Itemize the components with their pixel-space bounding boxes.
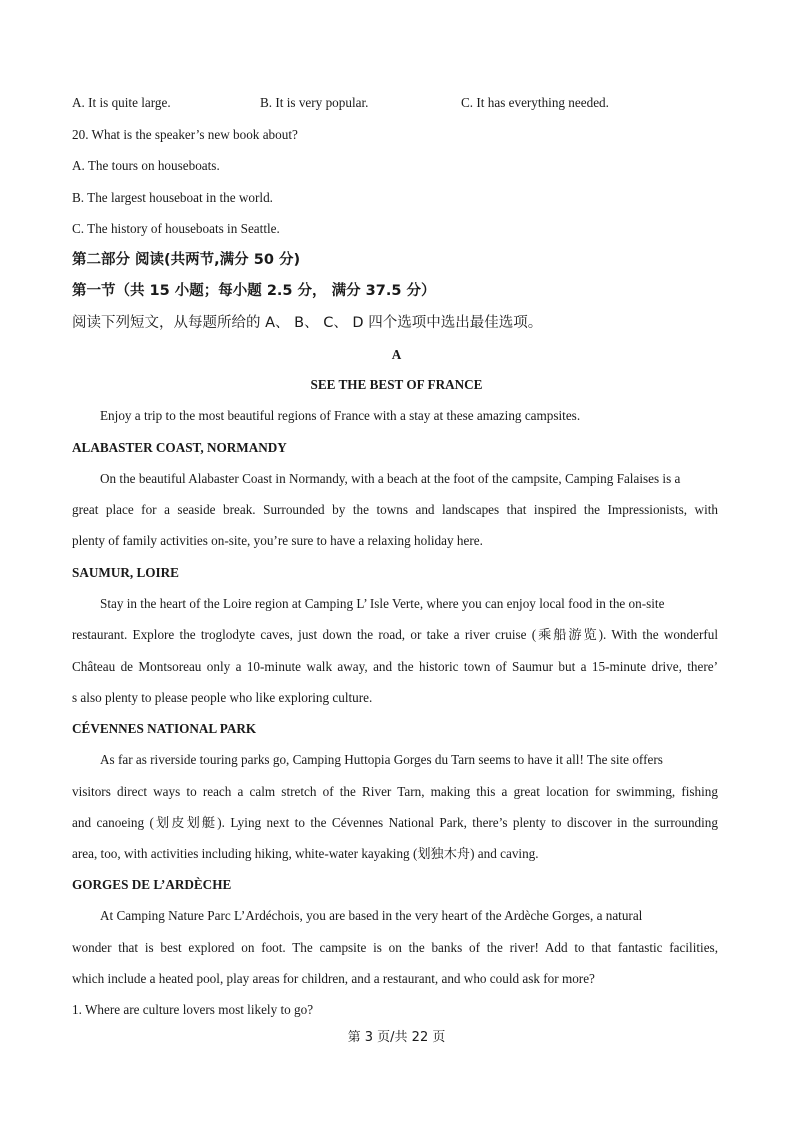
instructions: 阅读下列短文，从每题所给的 A、 B、 C、 D 四个选项中选出最佳选项。 [72,315,543,331]
para-line: visitors direct ways to reach a calm stretch of the River Tarn, making this a great location for swimming, fishing [72,784,718,799]
para-line: which include a heated pool, play areas for children, and a restaurant, and who could ask for more? [72,971,595,986]
q19-option-a: A. It is quite large. [72,95,171,110]
section-heading-ardeche: GORGES DE L’ARDÈCHE [72,877,232,892]
passage-intro: Enjoy a trip to the most beautiful regions of France with a stay at these amazing campsites. [100,408,581,423]
para-line: On the beautiful Alabaster Coast in Normandy, with a beach at the foot of the campsite, Camping Falaises is a [100,471,681,486]
q19-option-b: B. It is very popular. [260,95,369,110]
para-line: At Camping Nature Parc L’Ardéchois, you are based in the very heart of the Ardèche Gorges, a natural [100,908,643,923]
passage-letter: A [391,347,402,362]
section-one-heading: 第一节（共 15 小题；每小题 2.5 分， 满分 37.5 分） [72,283,436,299]
q20-option-c: C. The history of houseboats in Seattle. [72,221,280,236]
question-1-stem: 1. Where are culture lovers most likely to go? [72,1002,314,1017]
section-heading-saumur: SAUMUR, LOIRE [72,565,179,580]
section-heading-alabaster: ALABASTER COAST, NORMANDY [72,440,287,455]
part-two-heading: 第二部分 阅读(共两节,满分 50 分) [72,252,301,268]
q19-options [72,95,722,113]
para-line: Stay in the heart of the Loire region at Camping L’ Isle Verte, where you can enjoy local food in the on-site [100,596,665,611]
page-footer: 第 3 页/共 22 页 [347,1030,446,1045]
q20-option-a: A. The tours on houseboats. [72,158,220,173]
para-line: area, too, with activities including hiking, white-water kayaking (划独木舟) and caving. [72,846,539,861]
para-line: and canoeing (划皮划艇). Lying next to the Cévennes National Park, there’s plenty to discover in the surrounding [72,815,718,830]
para-line: wonder that is best explored on foot. The campsite is on the banks of the river! Add to that fantastic facilities, [72,940,718,955]
para-line: great place for a seaside break. Surrounded by the towns and landscapes that inspired the Impressionists, with [72,502,718,517]
para-line: plenty of family activities on-site, you’re sure to have a relaxing holiday here. [72,533,483,548]
q19-option-c: C. It has everything needed. [461,95,609,110]
passage-title: SEE THE BEST OF FRANCE [310,377,483,392]
para-line: As far as riverside touring parks go, Camping Huttopia Gorges du Tarn seems to have it all! The site offers [100,752,663,767]
para-line: restaurant. Explore the troglodyte caves, just down the road, or take a river cruise (乘船游览). With the wonderful [72,627,718,642]
q20-option-b: B. The largest houseboat in the world. [72,190,273,205]
q20-stem: 20. What is the speaker’s new book about? [72,127,298,142]
section-heading-cevennes: CÉVENNES NATIONAL PARK [72,721,257,736]
para-line: s also plenty to please people who like exploring culture. [72,690,373,705]
para-line: Château de Montsoreau only a 10-minute walk away, and the historic town of Saumur but a 15-minute drive, there’ [72,659,718,674]
